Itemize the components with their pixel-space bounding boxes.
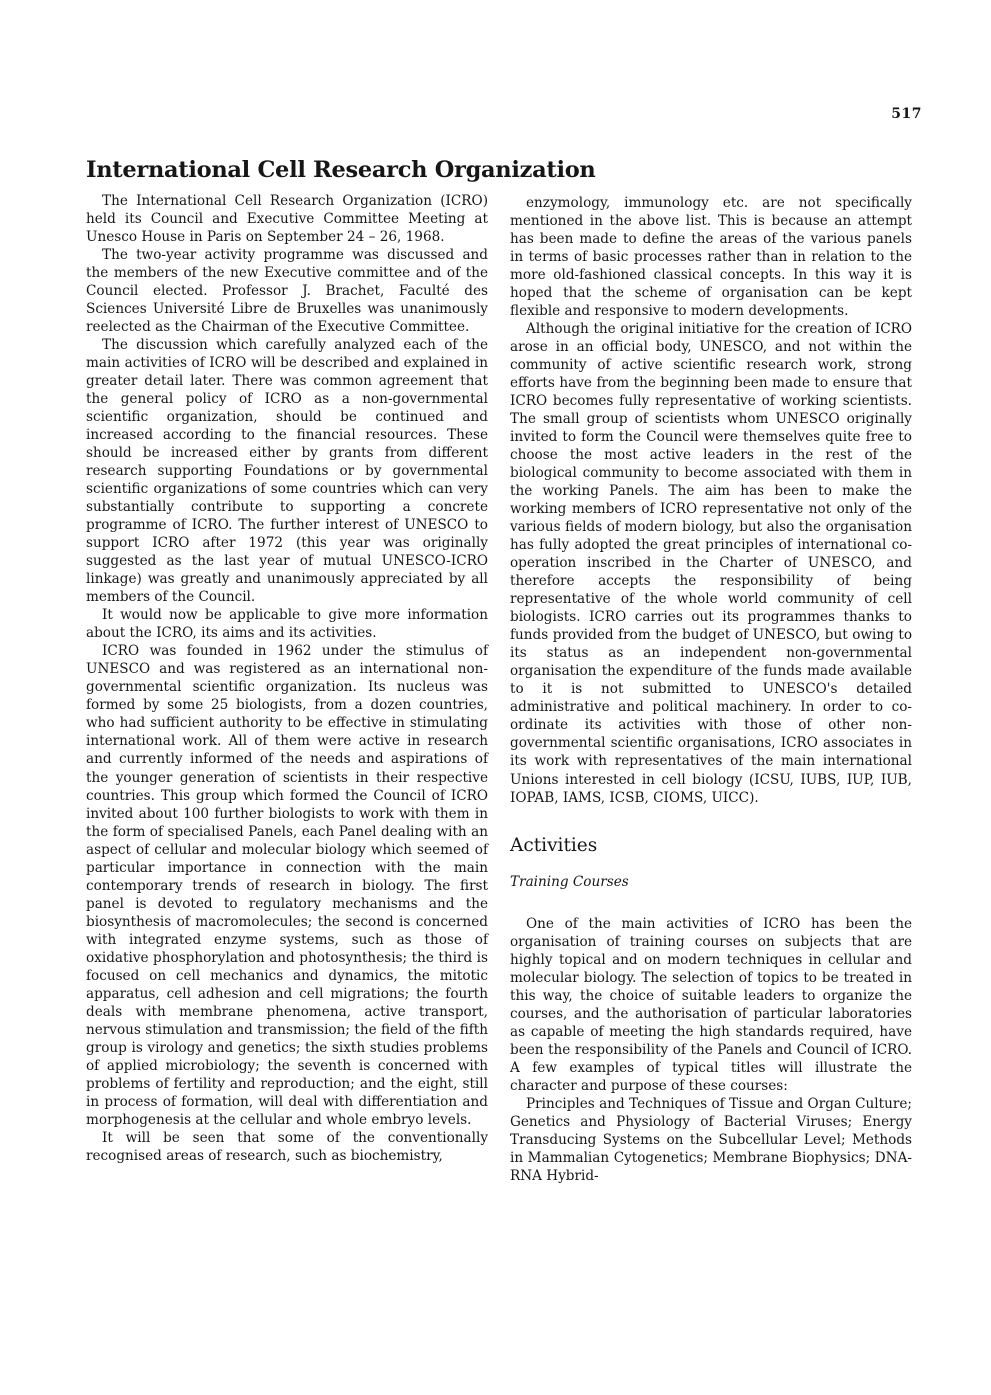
section-heading-activities: Activities [510, 834, 598, 856]
paragraph: ICRO was founded in 1962 under the stimulus of UNESCO and was registered as an international non-governmental scientific organization. Its nucleus was formed by some 25 biologists, from a dozen countries, who had sufficient authority to be effective in stimulating international work. All of them were active in research and currently informed of the needs and aspirations of the younger generation of scientists in their respective countries. This group which formed the Council of ICRO invited about 100 further biologists to work with them in the form of specialised Panels, each Panel dealing with an aspect of cellular and molecular biology which seemed of particular importance in connection with the main contemporary trends of research in biology. The first panel is devoted to regulatory mechanisms and the biosynthesis of macromolecules; the second is concerned with integrated enzyme systems, such as those of oxidative phosphorylation and photosynthesis; the third is focused on cell mechanics and dynamics, the mitotic apparatus, cell adhesion and cell migrations; the fourth deals with membrane phenomena, active transport, nervous stimulation and transmission; the field of the fifth group is virology and genetics; the sixth studies problems of applied microbiology; the seventh is concerned with problems of fertility and reproduction; and the eight, still in process of formation, will deal with differentiation and morphogenesis at the cellular and whole embryo levels. [86, 643, 488, 1128]
paragraph: Although the original initiative for the creation of ICRO arose in an official body, UNESCO, and not within the community of active scientific research work, strong efforts have from the beginning been made to ensure that ICRO becomes fully representative of working scientists. The small group of scientists whom UNESCO originally invited to form the Council were themselves quite free to choose the most active leaders in the rest of the biological community to become associated with them in the working Panels. The aim has been to make the working members of ICRO representative not only of the various fields of modern biology, but also the organisation has fully adopted the great principles of international co-operation inscribed in the Charter of UNESCO, and therefore accepts the responsibility of being representative of the whole world community of cell biologists. ICRO carries out its programmes thanks to funds provided from the budget of UNESCO, but owing to its status as an independent non-governmental organisation the expenditure of the funds made available to it is not submitted to UNESCO's detailed administrative and political machinery. In order to co-ordinate its activities with those of other non-governmental scientific organisations, ICRO associates in its work with representatives of the main international Unions interested in cell biology (ICSU, IUBS, IUP, IUB, IOPAB, IAMS, ICSB, CIOMS, UICC). [510, 321, 912, 806]
paragraph: The discussion which carefully analyzed each of the main activities of ICRO will be described and explained in greater detail later. There was common agreement that the general policy of ICRO as a non-governmental scientific organization, should be continued and increased according to the financial resources. These should be increased either by grants from different research supporting Foundations or by governmental scientific organizations of some countries which can very substantially contribute to supporting a concrete programme of ICRO. The further interest of UNESCO to support ICRO after 1972 (this year was originally suggested as the last year of mutual UNESCO-ICRO linkage) was greatly and unanimously appreciated by all members of the Council. [86, 337, 488, 606]
paragraph: One of the main activities of ICRO has been the organisation of training courses on subjects that are highly topical and on modern techniques in cellular and molecular biology. The selection of topics to be treated in this way, the choice of suitable leaders to organize the courses, and the authorisation of particular laboratories as capable of meeting the high standards required, have been the responsibility of the Panels and Council of ICRO. A few examples of typical titles will illustrate the character and purpose of these courses: [510, 915, 912, 1094]
paragraph: The two-year activity programme was discussed and the members of the new Executive committee and of the Council elected. Professor J. Brachet, Faculté des Sciences Université Libre de Bruxelles was unanimously reelected as the Chairman of the Executive Committee. [86, 247, 488, 336]
paragraph: It will be seen that some of the conventionally recognised areas of research, such as biochemistry, [86, 1129, 488, 1164]
subsection-heading-training-courses: Training Courses [510, 873, 629, 890]
paragraph: Principles and Techniques of Tissue and Organ Culture; Genetics and Physiology of Bacterial Viruses; Energy Transducing Systems on the Subcellular Level; Methods in Mammalian Cytogenetics; Membrane Biophysics; DNA-RNA Hybrid- [510, 1095, 912, 1184]
paragraph: enzymology, immunology etc. are not specifically mentioned in the above list. This is because an attempt has been made to define the areas of the various panels in terms of basic processes rather than in relation to the more old-fashioned classical concepts. In this way it is hoped that the scheme of organisation can be kept flexible and responsive to modern developments. [510, 195, 912, 320]
right-column [510, 194, 912, 1185]
left-column [86, 192, 488, 1165]
paragraph: The International Cell Research Organization (ICRO) held its Council and Executive Committee Meeting at Unesco House in Paris on September 24 – 26, 1968. [86, 193, 488, 246]
page-number: 517 [891, 106, 922, 122]
page-title: International Cell Research Organization [86, 157, 596, 183]
paragraph: It would now be applicable to give more information about the ICRO, its aims and its activities. [86, 607, 488, 642]
